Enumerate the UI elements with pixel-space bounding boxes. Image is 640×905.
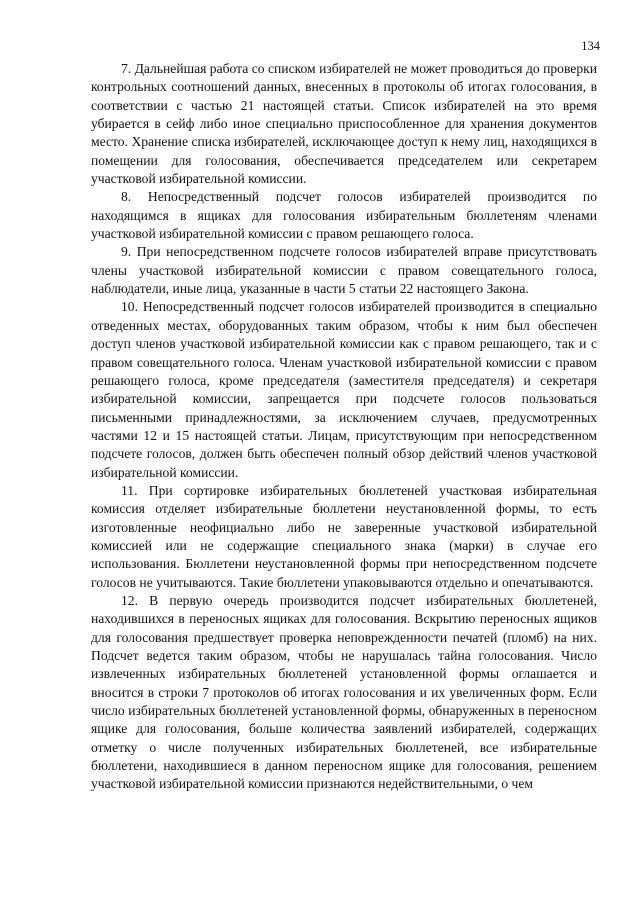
- paragraph-12: 12. В первую очередь производится подсчет избирательных бюллетеней, находившихся в переносных ящиках для голосования. Вскрытию переносных ящиков для голосования предшествует проверка неповрежденности печатей (пломб) на них. Подсчет ведется таким образом, чтобы не нарушалась тайна голосования. Число извлеченных избирательных бюллетеней установленной формы оглашается и вносится в строки 7 протоколов об итогах голосования и их увеличенных форм. Если число избирательных бюллетеней установленной формы, обнаруженных в переносном ящике для голосования, больше количества заявлений избирателей, содержащих отметку о числе полученных избирательных бюллетеней, все избирательные бюллетени, находившиеся в данном переносном ящике для голосования, решением участковой избирательной комиссии признаются недействительными, о чем: [91, 592, 597, 792]
- paragraph-11: 11. При сортировке избирательных бюллетеней участковая избирательная комиссия отделяет избирательные бюллетени неустановленной формы, то есть изготовленные неофициально либо не заверенные участковой избирательной комиссией или не содержащие специального знака (марки) в случае его использования. Бюллетени неустановленной формы при непосредственном подсчете голосов не учитываются. Такие бюллетени упаковываются отдельно и опечатываются.: [91, 482, 597, 590]
- paragraph-10: 10. Непосредственный подсчет голосов избирателей производится в специально отведенных местах, оборудованных таким образом, чтобы к ним был обеспечен доступ членов участковой избирательной комиссии как с правом решающего, так и с правом совещательного голоса. Членам участковой избирательной комиссии с правом решающего голоса, кроме председателя (заместителя председателя) и секретаря избирательной комиссии, запрещается при подсчете голосов пользоваться письменными принадлежностями, за исключением случаев, предусмотренных частями 12 и 15 настоящей статьи. Лицам, присутствующим при непосредственном подсчете голосов, должен быть обеспечен полный обзор действий членов участковой избирательной комиссии.: [91, 299, 597, 480]
- paragraph-8: 8. Непосредственный подсчет голосов избирателей производится по находящимся в ящиках для голосования избирательным бюллетеням членами участковой избирательной комиссии с правом решающего голоса.: [91, 189, 597, 242]
- document-body: [91, 60, 597, 794]
- paragraph-9: 9. При непосредственном подсчете голосов избирателей вправе присутствовать члены участковой избирательной комиссии с правом совещательного голоса, наблюдатели, иные лица, указанные в части 5 статьи 22 настоящего Закона.: [91, 244, 597, 297]
- page-number: 134: [581, 39, 600, 53]
- paragraph-7: 7. Дальнейшая работа со списком избирателей не может проводиться до проверки контрольных соотношений данных, внесенных в протоколы об итогах голосования, в соответствии с частью 21 настоящей статьи. Список избирателей на это время убирается в сейф либо иное специально приспособленное для хранения документов место. Хранение списка избирателей, исключающее доступ к нему лиц, находящихся в помещении для голосования, обеспечивается председателем или секретарем участковой избирательной комиссии.: [91, 61, 597, 187]
